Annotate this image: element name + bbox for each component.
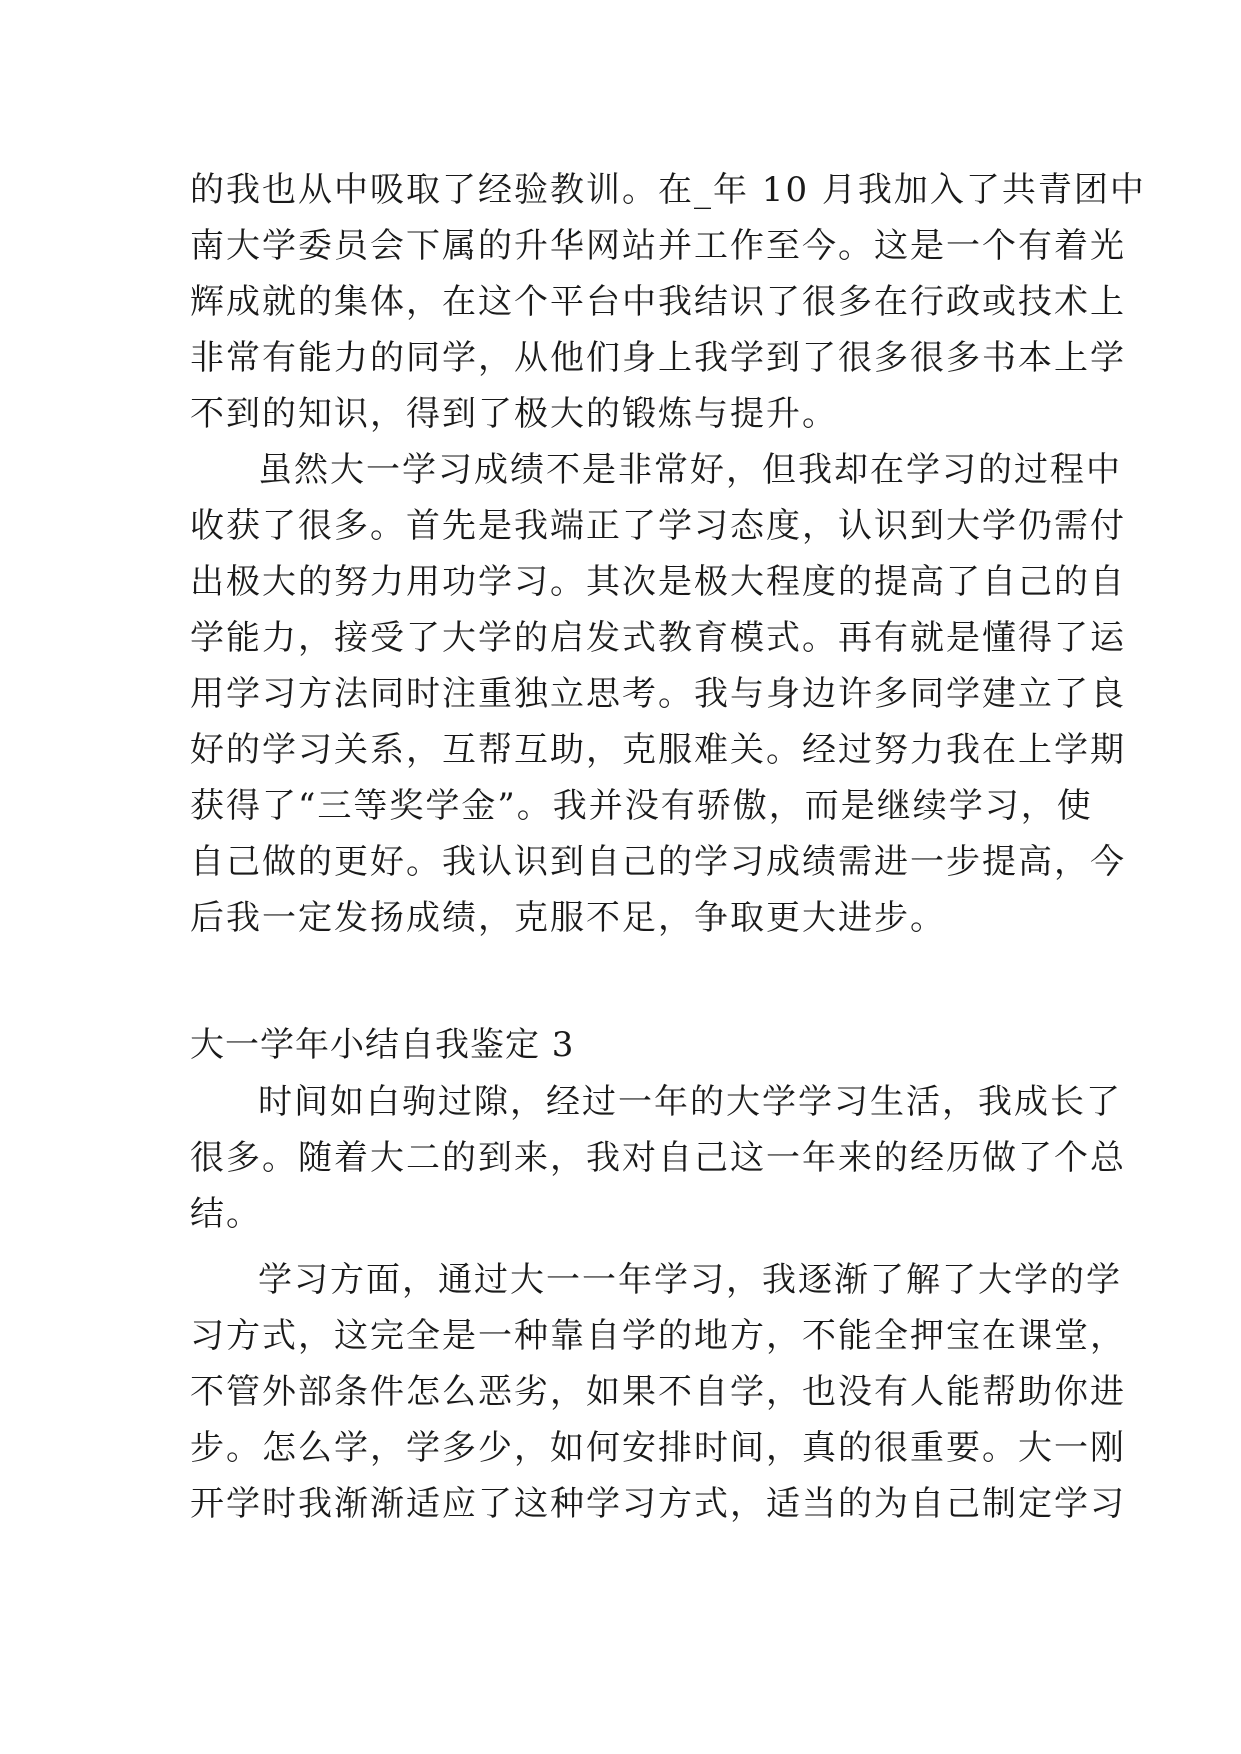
text-line: 辉成就的集体，在这个平台中我结识了很多在行政或技术上 (190, 282, 1126, 322)
text-line: 学习方面，通过大一一年学习，我逐渐了解了大学的学 (258, 1260, 1122, 1300)
text-line: 收获了很多。首先是我端正了学习态度，认识到大学仍需付 (190, 506, 1126, 546)
text-line: 南大学委员会下属的升华网站并工作至今。这是一个有着光 (190, 226, 1126, 266)
text-line: 后我一定发扬成绩，克服不足，争取更大进步。 (190, 898, 946, 938)
text-line: 获得了“三等奖学金”。我并没有骄傲，而是继续学习，使 (190, 786, 1093, 826)
text-line: 虽然大一学习成绩不是非常好，但我却在学习的过程中 (258, 450, 1122, 490)
text-line: 不管外部条件怎么恶劣，如果不自学，也没有人能帮助你进 (190, 1372, 1126, 1412)
text-line: 的我也从中吸取了经验教训。在_年 10 月我加入了共青团中 (190, 170, 1146, 210)
text-line: 很多。随着大二的到来，我对自己这一年来的经历做了个总 (190, 1138, 1126, 1178)
section-heading: 大一学年小结自我鉴定 3 (190, 1025, 575, 1065)
text-line: 用学习方法同时注重独立思考。我与身边许多同学建立了良 (190, 674, 1126, 714)
text-line: 时间如白驹过隙，经过一年的大学学习生活，我成长了 (258, 1082, 1122, 1122)
text-line: 不到的知识，得到了极大的锻炼与提升。 (190, 394, 838, 434)
text-line: 步。怎么学，学多少，如何安排时间，真的很重要。大一刚 (190, 1428, 1126, 1468)
text-line: 习方式，这完全是一种靠自学的地方，不能全押宝在课堂， (190, 1316, 1126, 1356)
text-line: 开学时我渐渐适应了这种学习方式，适当的为自己制定学习 (190, 1484, 1126, 1524)
text-line: 学能力，接受了大学的启发式教育模式。再有就是懂得了运 (190, 618, 1126, 658)
text-line: 自己做的更好。我认识到自己的学习成绩需进一步提高，今 (190, 842, 1126, 882)
text-line: 好的学习关系，互帮互助，克服难关。经过努力我在上学期 (190, 730, 1126, 770)
text-line: 出极大的努力用功学习。其次是极大程度的提高了自己的自 (190, 562, 1126, 602)
text-line: 结。 (190, 1194, 262, 1234)
text-line: 非常有能力的同学，从他们身上我学到了很多很多书本上学 (190, 338, 1126, 378)
